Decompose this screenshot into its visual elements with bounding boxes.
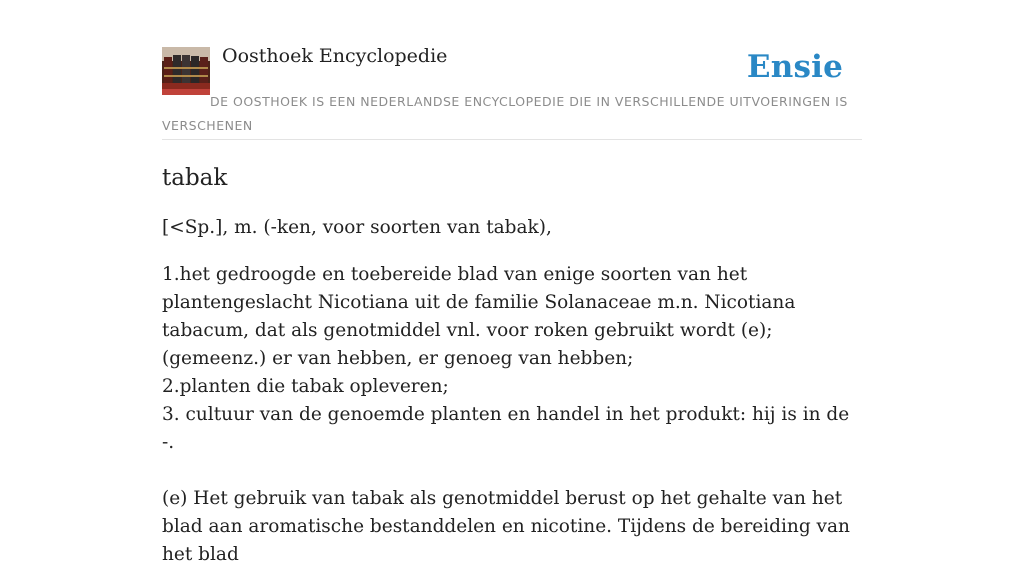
definition-item: 2.planten die tabak opleveren; xyxy=(162,376,449,397)
definition-item: 3. cultuur van de genoemde planten en handel in het produkt: hij is in de -. xyxy=(162,404,850,453)
definitions xyxy=(162,261,862,457)
book-spines-icon xyxy=(162,47,210,95)
site-tagline: DE OOSTHOEK IS EEN NEDERLANDSE ENCYCLOPEDIE DIE IN VERSCHILLENDE UITVOERINGEN IS VERSCHENEN xyxy=(162,94,848,133)
page-container xyxy=(162,0,862,565)
ensie-logo[interactable]: Ensie xyxy=(746,49,843,85)
article xyxy=(162,160,862,569)
avatar[interactable] xyxy=(162,47,210,95)
etymology: [<Sp.], m. (-ken, voor soorten van tabak), xyxy=(162,217,552,238)
definition-item: 1.het gedroogde en toebereide blad van enige soorten van het plantengeslacht Nicotiana uit de familie Solanaceae m.n. Nicotiana tabacum, dat als genotmiddel vnl. voor roken gebruikt wordt (e); (gemeenz.) er van hebben, er genoeg van hebben; xyxy=(162,264,796,369)
site-name-link[interactable]: Oosthoek Encyclopedie xyxy=(222,45,448,67)
encyclopedic-note: (e) Het gebruik van tabak als genotmiddel berust op het gehalte van het blad aan aromatische bestanddelen en nicotine. Tijdens de bereiding van het blad xyxy=(162,488,850,565)
site-header xyxy=(162,0,862,140)
page-title: tabak xyxy=(162,165,228,191)
